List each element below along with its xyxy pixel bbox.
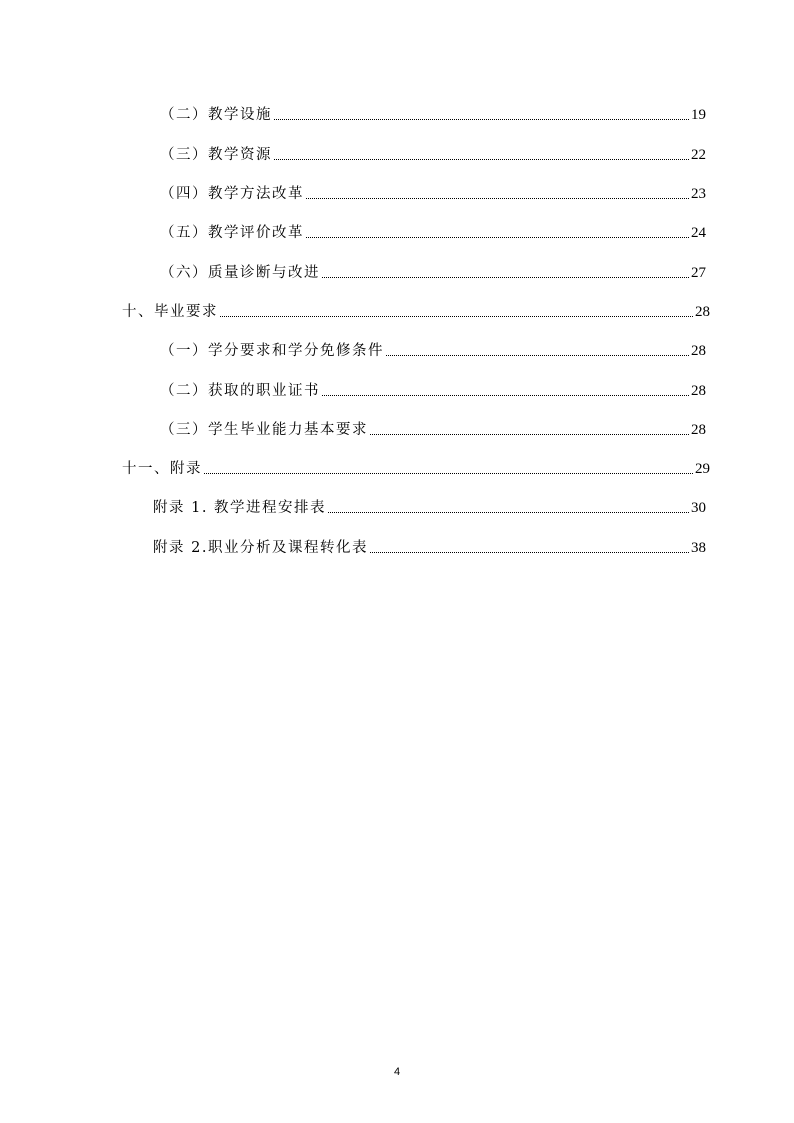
toc-entry-label: （三）学生毕业能力基本要求 <box>160 422 368 438</box>
toc-dot-leader <box>370 433 689 435</box>
toc-entry-page: 28 <box>691 383 706 399</box>
toc-entry-page: 28 <box>695 304 710 320</box>
toc-entry[interactable] <box>160 104 706 126</box>
toc-entry[interactable] <box>160 380 706 402</box>
toc-entry-label: （一）学分要求和学分免修条件 <box>160 343 384 359</box>
toc-entry[interactable] <box>160 340 706 362</box>
toc-entry-page: 30 <box>691 500 706 516</box>
toc-entry-label: 附录 2.职业分析及课程转化表 <box>153 540 368 556</box>
toc-entry[interactable] <box>160 262 706 284</box>
toc-entry-page: 38 <box>691 540 706 556</box>
toc-entry-label: （二）获取的职业证书 <box>160 383 320 399</box>
toc-dot-leader <box>306 197 689 199</box>
toc-entry-page: 27 <box>691 265 706 281</box>
toc-dot-leader <box>274 158 689 160</box>
toc-entry-label: 十一、附录 <box>122 461 202 477</box>
toc-entry-label: （五）教学评价改革 <box>160 225 304 241</box>
toc-dot-leader <box>322 276 689 278</box>
toc-entry-page: 19 <box>691 107 706 123</box>
toc-dot-leader <box>370 551 689 553</box>
toc-chapter-entry[interactable] <box>122 301 710 323</box>
toc-dot-leader <box>306 236 689 238</box>
toc-entry-label: （四）教学方法改革 <box>160 186 304 202</box>
toc-dot-leader <box>204 472 693 474</box>
toc-entry[interactable] <box>160 144 706 166</box>
toc-entry-page: 29 <box>695 461 710 477</box>
toc-entry-page: 22 <box>691 147 706 163</box>
toc-entry-page: 28 <box>691 343 706 359</box>
toc-entry-label: 附录 1. 教学进程安排表 <box>153 500 327 516</box>
toc-entry[interactable] <box>160 222 706 244</box>
toc-dot-leader <box>274 118 689 120</box>
toc-entry-label: 十、毕业要求 <box>122 304 218 320</box>
toc-entry-page: 24 <box>691 225 706 241</box>
toc-entry-label: （三）教学资源 <box>160 147 272 163</box>
toc-chapter-entry[interactable] <box>122 458 710 480</box>
toc-entry-label: （六）质量诊断与改进 <box>160 265 320 281</box>
toc-entry[interactable] <box>160 183 706 205</box>
toc-entry[interactable] <box>160 419 706 441</box>
toc-entry[interactable] <box>153 537 706 559</box>
toc-entry-page: 28 <box>691 422 706 438</box>
page-number: 4 <box>393 1066 401 1078</box>
toc-entry-label: （二）教学设施 <box>160 107 272 123</box>
toc-entry[interactable] <box>153 497 706 519</box>
toc-dot-leader <box>220 315 693 317</box>
toc-entry-page: 23 <box>691 186 706 202</box>
toc-dot-leader <box>328 511 689 513</box>
toc-dot-leader <box>322 394 689 396</box>
toc-dot-leader <box>386 354 689 356</box>
